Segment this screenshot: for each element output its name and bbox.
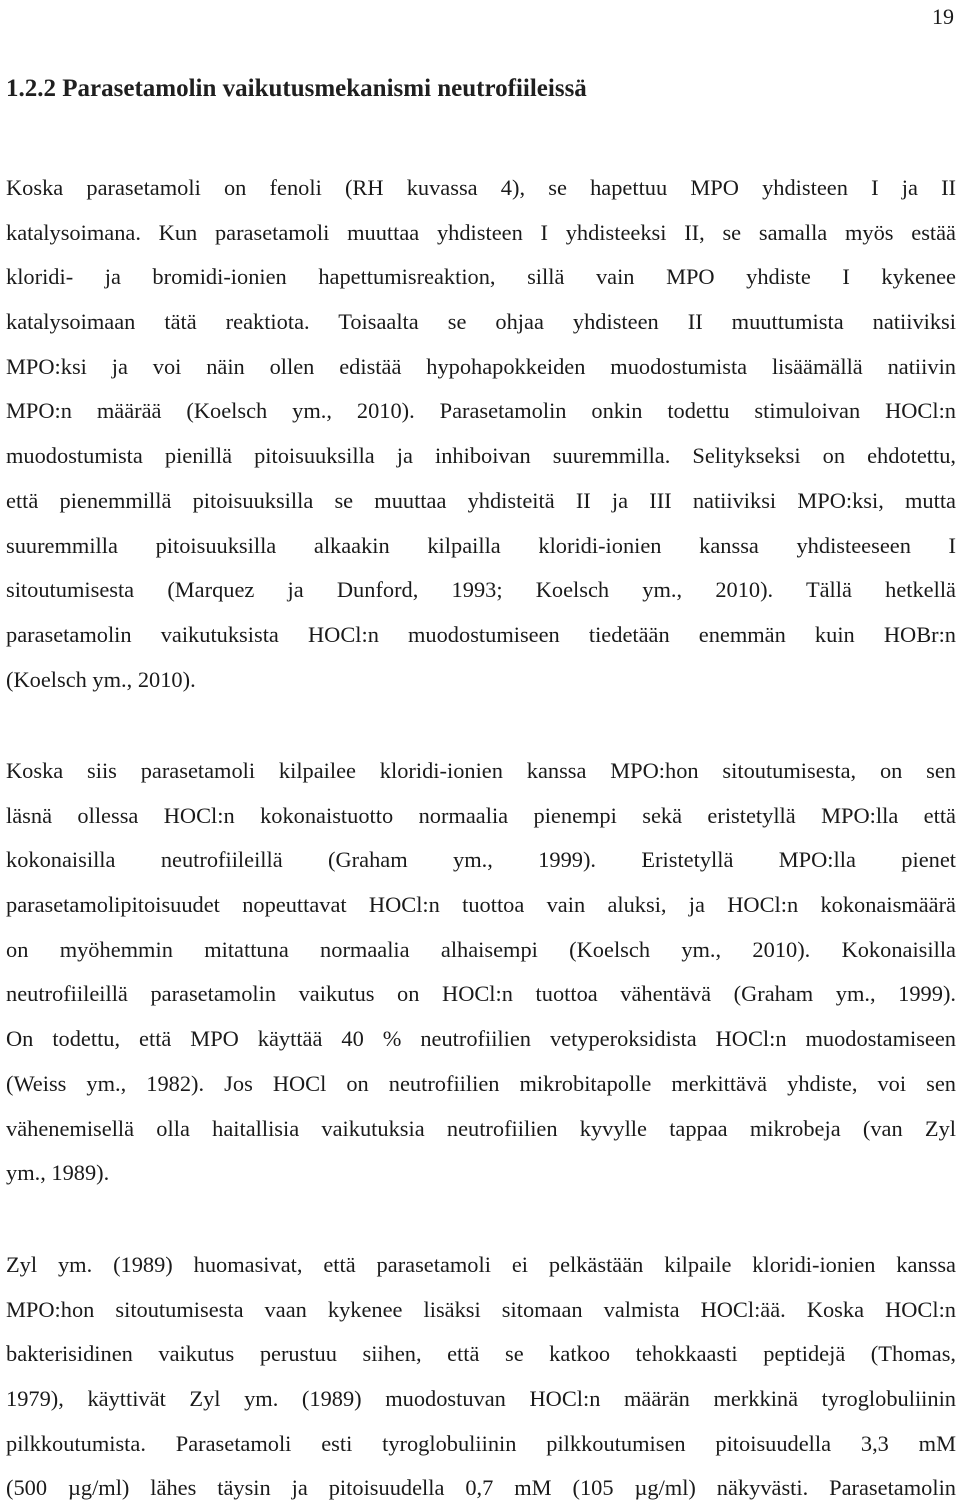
text-line: neutrofiileillä parasetamolin vaikutus on HOCl:n tuottoa vähentävä (Graham ym., 1999). — [6, 981, 956, 1007]
text-line: bakterisidinen vaikutus perustuu siihen, että se katkoo tehokkaasti peptidejä (Thomas, — [6, 1341, 956, 1367]
text-line: Koska parasetamoli on fenoli (RH kuvassa 4), se hapettuu MPO yhdisteen I ja II — [6, 175, 956, 200]
text-line: Koska siis parasetamoli kilpailee kloridi-ionien kanssa MPO:hon sitoutumisesta, on sen — [6, 758, 956, 783]
page-number: 19 — [932, 4, 954, 29]
text-line: parasetamolipitoisuudet nopeuttavat HOCl:n tuottoa vain aluksi, ja HOCl:n kokonaismäärä — [6, 892, 956, 918]
text-line: kokonaisilla neutrofiileillä (Graham ym., 1999). Eristetyllä MPO:lla pienet — [6, 847, 956, 873]
paragraph-hocl-production — [6, 749, 956, 1196]
paragraph-zyl-study — [6, 1243, 956, 1511]
paragraph-mechanism — [6, 166, 956, 702]
text-line: ym., 1989). — [6, 1160, 110, 1186]
text-line: pilkkoutumista. Parasetamoli esti tyroglobuliinin pilkkoutumisen pitoisuudella 3,3 mM — [6, 1430, 956, 1456]
text-line: MPO:ksi ja voi näin ollen edistää hypohapokkeiden muodostumista lisäämällä natiivin — [6, 353, 956, 379]
text-line: suuremmilla pitoisuuksilla alkaakin kilpailla kloridi-ionien kanssa yhdisteeseen I — [6, 532, 956, 558]
text-line: kloridi- ja bromidi-ionien hapettumisreaktion, sillä vain MPO yhdiste I kykenee — [6, 264, 956, 290]
text-line: katalysoimana. Kun parasetamoli muuttaa yhdisteen I yhdisteeksi II, se samalla myös estää — [6, 219, 956, 245]
text-line: MPO:hon sitoutumisesta vaan kykenee lisäksi sitomaan valmista HOCl:ää. Koska HOCl:n — [6, 1296, 956, 1322]
text-line: katalysoimaan tätä reaktiota. Toisaalta se ohjaa yhdisteen II muuttumista natiiviksi — [6, 309, 956, 335]
text-line: MPO:n määrää (Koelsch ym., 2010). Parasetamolin onkin todettu stimuloivan HOCl:n — [6, 398, 956, 424]
text-line: on myöhemmin mitattuna normaalia alhaisempi (Koelsch ym., 2010). Kokonaisilla — [6, 936, 956, 962]
section-heading: 1.2.2 Parasetamolin vaikutusmekanismi neutrofiileissä — [6, 75, 587, 102]
text-line: 1979), käyttivät Zyl ym. (1989) muodostuvan HOCl:n määrän merkkinä tyroglobuliinin — [6, 1386, 956, 1412]
text-line: läsnä ollessa HOCl:n kokonaistuotto normaalia pienempi sekä eristetyllä MPO:lla että — [6, 802, 956, 828]
text-line: vähenemisellä olla haitallisia vaikutuksia neutrofiilien kyvylle tappaa mikrobeja (van Zyl — [6, 1115, 956, 1141]
text-line: että pienemmillä pitoisuuksilla se muuttaa yhdisteitä II ja III natiiviksi MPO:ksi, mutta — [6, 487, 956, 513]
text-line: (Koelsch ym., 2010). — [6, 666, 196, 692]
text-line: (500 µg/ml) lähes täysin ja pitoisuudella 0,7 mM (105 µg/ml) näkyvästi. Parasetamolin — [6, 1475, 956, 1501]
text-line: (Weiss ym., 1982). Jos HOCl on neutrofiilien mikrobitapolle merkittävä yhdiste, voi sen — [6, 1070, 956, 1096]
text-line: muodostumista pienillä pitoisuuksilla ja inhiboivan suuremmilla. Selitykseksi on ehdotettu, — [6, 443, 956, 469]
text-line: On todettu, että MPO käyttää 40 % neutrofiilien vetyperoksidista HOCl:n muodostamiseen — [6, 1026, 956, 1052]
text-line: sitoutumisesta (Marquez ja Dunford, 1993; Koelsch ym., 2010). Tällä hetkellä — [6, 577, 956, 603]
text-line: Zyl ym. (1989) huomasivat, että parasetamoli ei pelkästään kilpaile kloridi-ionien kanssa — [6, 1252, 956, 1277]
text-line: parasetamolin vaikutuksista HOCl:n muodostumiseen tiedetään enemmän kuin HOBr:n — [6, 621, 956, 647]
